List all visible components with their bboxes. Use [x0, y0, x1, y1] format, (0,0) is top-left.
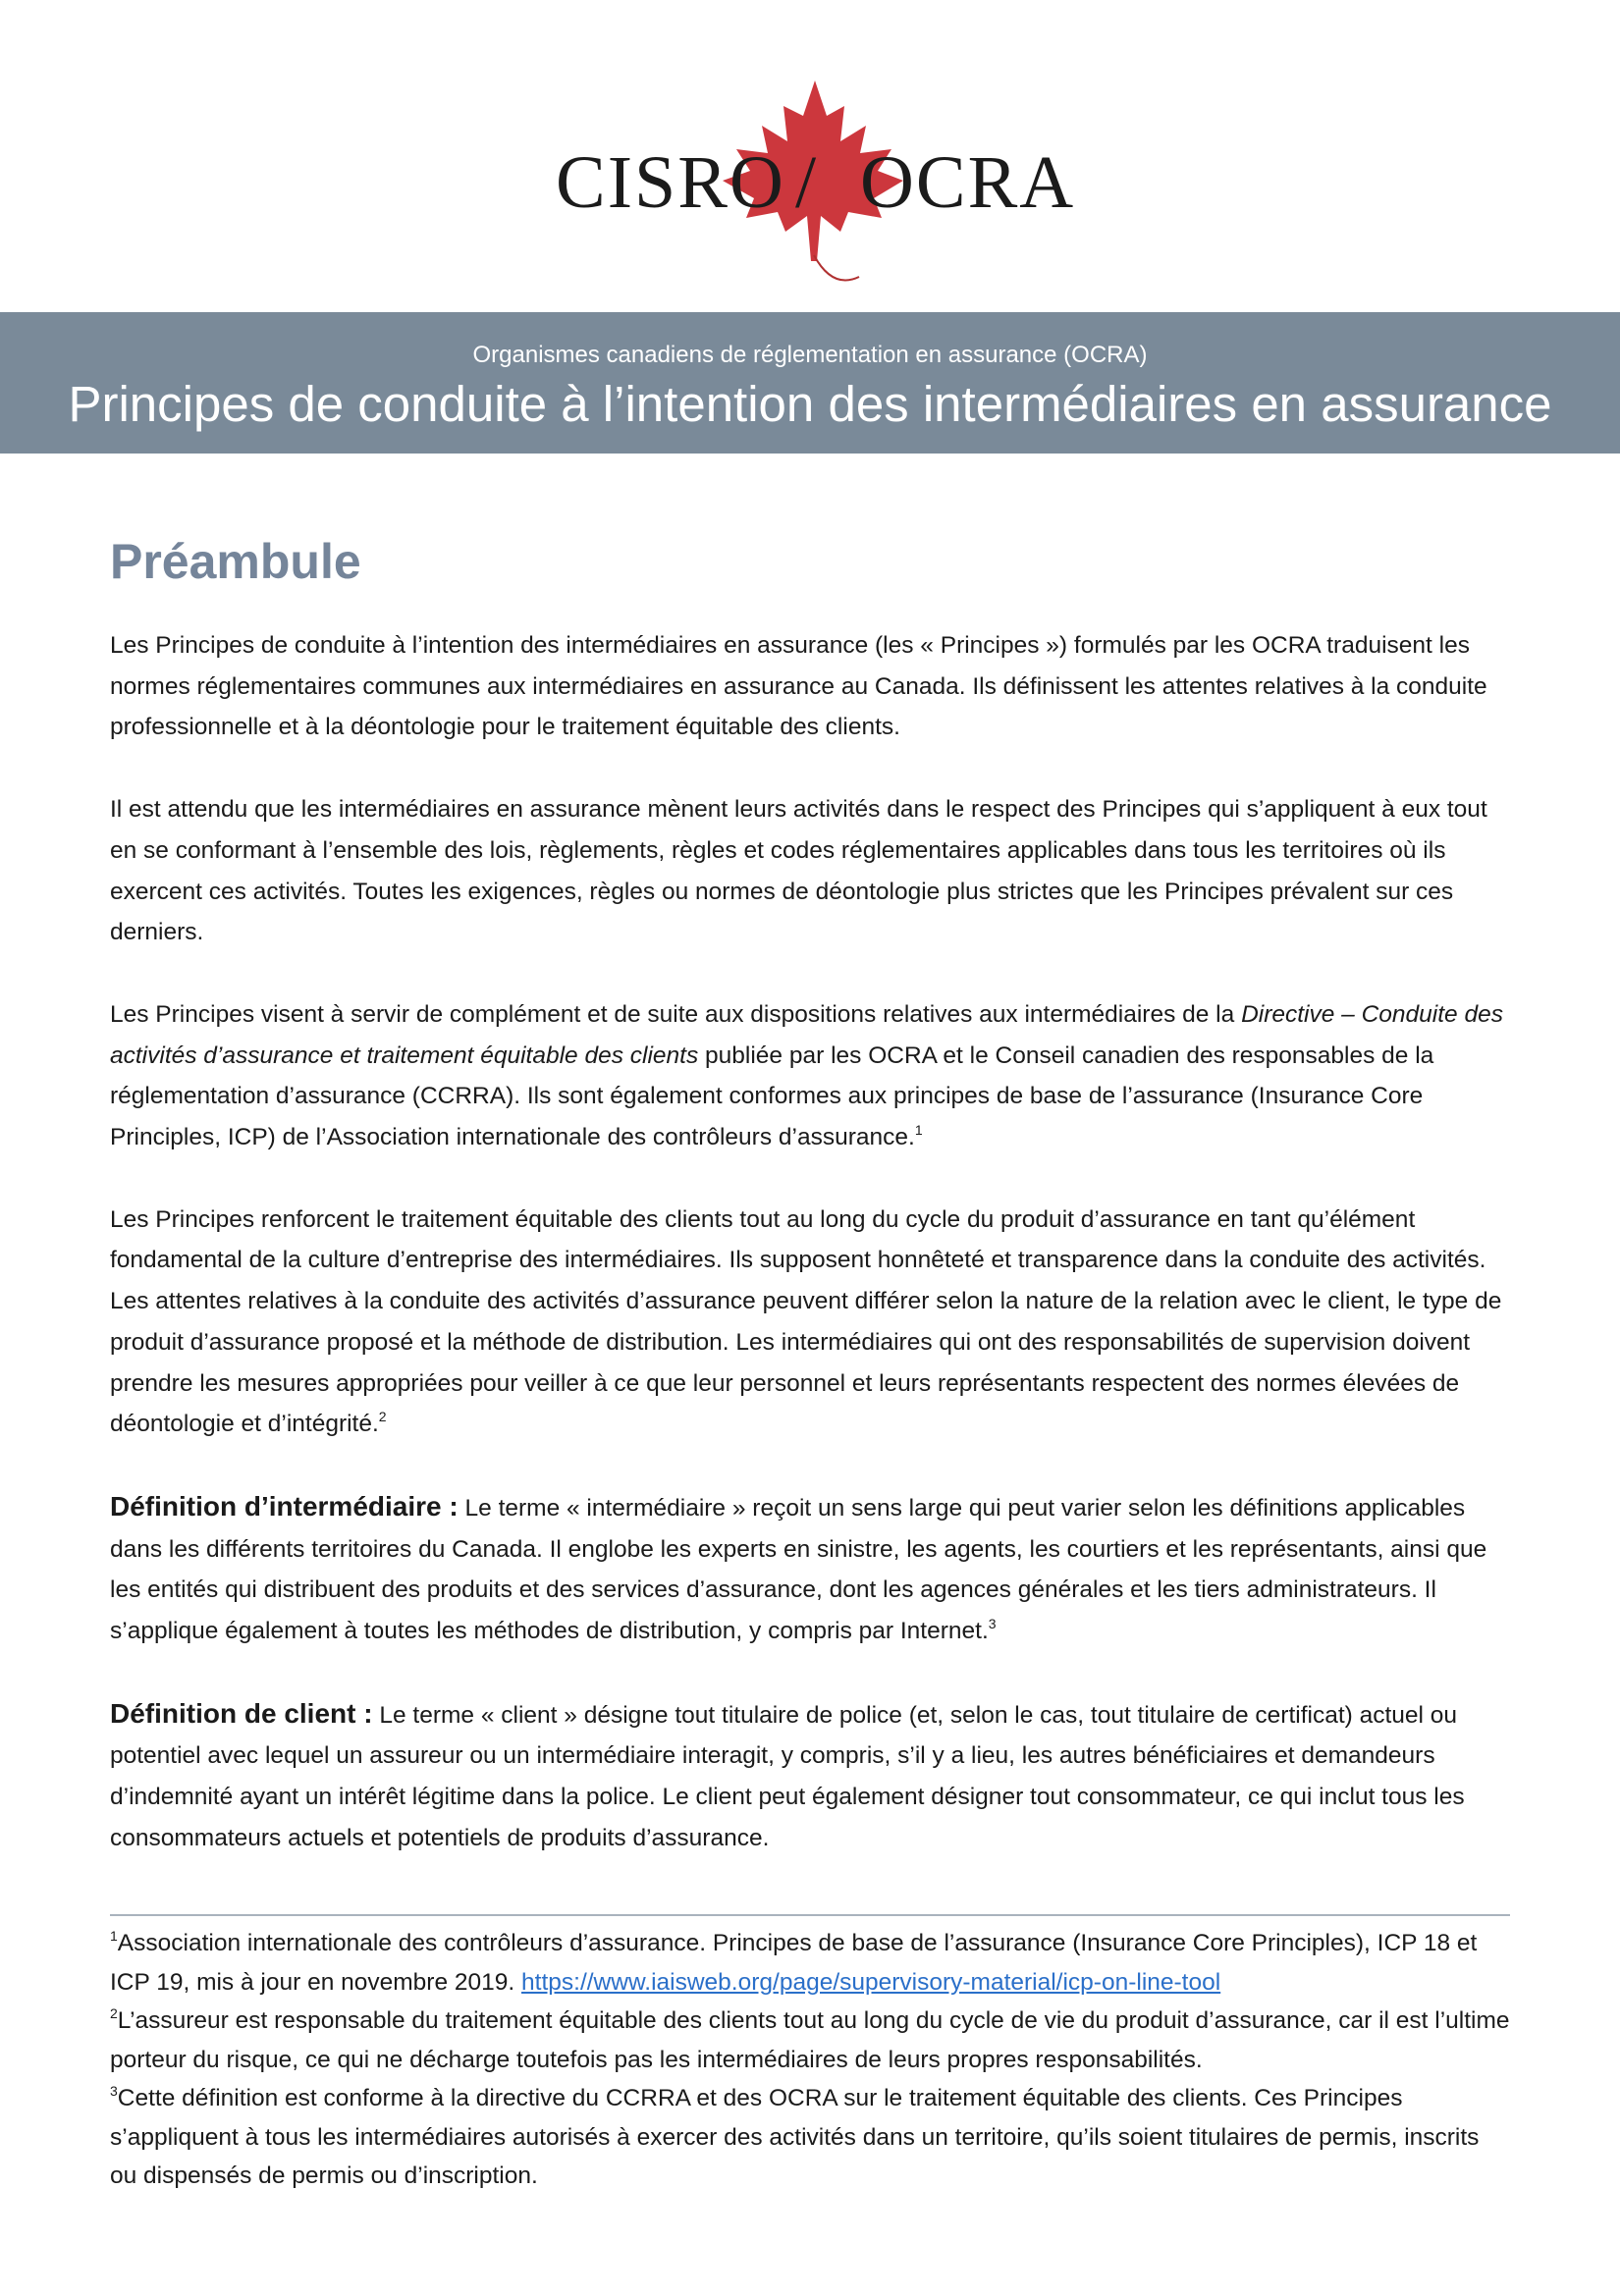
definition-text-intermediaire: Le terme « intermédiaire » reçoit un sens large qui peut varier selon les définitions applicables dans les différents territoires du Canada. Il englobe les experts en sinistre, les agents, les courtiers et les représentants, ainsi que les entités qui distribuent des produits et des services d’assurance, dont les agences générales et les tiers administrateurs. Il s’applique également à toutes les méthodes de distribution, y compris par Internet. [110, 1494, 1487, 1645]
footnote-text: L’assureur est responsable du traitement équitable des clients tout au long du cycle de vie du produit d’assurance, car il est l’ultime porteur du risque, ce qui ne décharge toutefois pas les intermédiaires de leurs propres responsabilités. [110, 2007, 1510, 2073]
logo-right-text: OCRA [860, 141, 1076, 224]
definition-intermediaire [110, 1486, 1514, 1652]
logo [0, 0, 1620, 314]
footnote-text: Association internationale des contrôleurs d’assurance. Principes de base de l’assurance (Insurance Core Principles), ICP 18 et ICP 19, mis à jour en novembre 2019. [110, 1930, 1478, 1996]
definition-text-client: Le terme « client » désigne tout titulaire de police (et, selon le cas, tout titulaire de certificat) actuel ou potentiel avec lequel un assureur ou un intermédiaire interagit, y compris, s’il y a lieu, les autres bénéficiaires et demandeurs d’indemnité ayant un intérêt légitime dans la police. Le client peut également désigner tout consommateur, ce qui inclut tous les consommateurs actuels et potentiels de produits d’assurance. [110, 1701, 1465, 1851]
footnote-ref-2: 2 [378, 1409, 387, 1425]
paragraph-4 [110, 1200, 1514, 1445]
banner-title: Principes de conduite à l’intention des intermédiaires en assurance [68, 376, 1552, 432]
paragraph-3 [110, 994, 1514, 1158]
footnote-ref-1: 1 [914, 1122, 923, 1139]
footnote-link[interactable]: https://www.iaisweb.org/page/supervisory-material/icp-on-line-tool [521, 1968, 1221, 1996]
paragraph-3-text-start: Les Principes visent à servir de complément et de suite aux dispositions relatives aux intermédiaires de la [110, 1000, 1242, 1028]
paragraph-4-text: Les Principes renforcent le traitement équitable des clients tout au long du cycle du produit d’assurance en tant qu’élément fondamental de la culture d’entreprise des intermédiaires. Ils supposent honnêteté et transparence dans la conduite des activités. Les attentes relatives à la conduite des activités d’assurance peuvent différer selon la nature de la relation avec le client, le type de produit d’assurance proposé et la méthode de distribution. Les intermédiaires qui ont des responsabilités de supervision doivent prendre les mesures appropriées pour veiller à ce que leur personnel et leurs représentants respectent des normes élevées de déontologie et d’intégrité. [110, 1205, 1502, 1438]
directive-title: Directive – Conduite des activités d’assurance et traitement équitable des clients [110, 1000, 1503, 1069]
definition-term-intermediaire: Définition d’intermédiaire : [110, 1490, 459, 1522]
footnote-1 [110, 1924, 1510, 2002]
paragraph-1: Les Principes de conduite à l’intention des intermédiaires en assurance (les « Principes ») formulés par les OCRA traduisent les normes réglementaires communes aux intermédiaires en assurance au Canada. Ils définissent les attentes relatives à la conduite professionnelle et à la déontologie pour le traitement équitable des clients. [110, 632, 1487, 741]
definition-client [110, 1693, 1514, 1859]
footnote-text: Cette définition est conforme à la directive du CCRRA et des OCRA sur le traitement équitable des clients. Ces Principes s’appliquent à tous les intermédiaires autorisés à exercer des activités dans un territoire, qu’ils soient titulaires de permis, inscrits ou dispensés de permis ou d’inscription. [110, 2085, 1480, 2189]
definition-term-client: Définition de client : [110, 1697, 373, 1729]
footnote-number: 3 [110, 2083, 118, 2099]
logo-left-text: CISRO [556, 141, 785, 224]
footnote-3 [110, 2079, 1510, 2196]
footnotes [110, 1914, 1510, 2196]
paragraph-2: Il est attendu que les intermédiaires en assurance mènent leurs activités dans le respect des Principes qui s’appliquent à eux tout en se conformant à l’ensemble des lois, règlements, règles et codes réglementaires applicables dans tous les territoires où ils exercent ces activités. Toutes les exigences, règles ou normes de déontologie plus strictes que les Principes prévalent sur ces derniers. [110, 796, 1487, 946]
footnote-number: 2 [110, 2005, 118, 2021]
section-title: Préambule [110, 534, 361, 589]
logo-slash: / [795, 141, 819, 224]
main-content [110, 530, 1514, 1900]
footnote-ref-3: 3 [988, 1616, 997, 1632]
header-banner [0, 312, 1620, 454]
banner-subtitle: Organismes canadiens de réglementation en assurance (OCRA) [472, 342, 1148, 368]
footnote-2 [110, 2002, 1510, 2079]
paragraph-3-text-end: publiée par les OCRA et le Conseil canadien des responsables de la réglementation d’assurance (CCRRA). Ils sont également conformes aux principes de base de l’assurance (Insurance Core Principles, ICP) de l’Association internationale des contrôleurs d’assurance. [110, 1041, 1434, 1151]
footnote-number: 1 [110, 1928, 118, 1944]
